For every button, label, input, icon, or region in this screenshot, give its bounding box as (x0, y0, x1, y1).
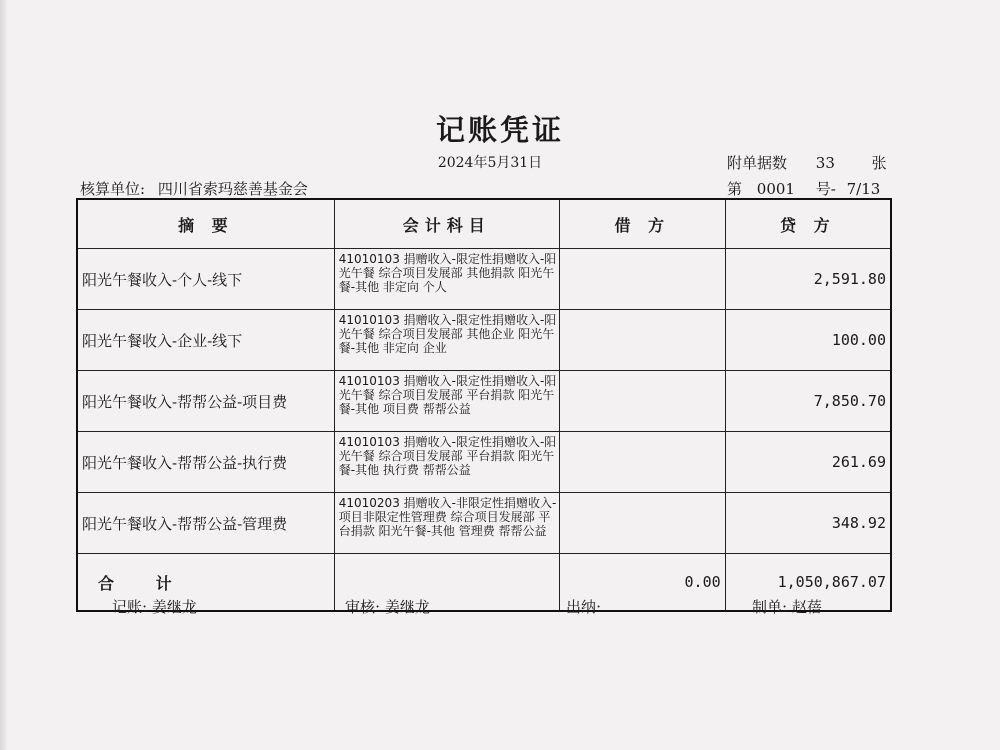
voucher-date: 2024年5月31日 (437, 155, 543, 171)
row-subject: 41010103 捐赠收入-限定性捐赠收入-阳光午餐 综合项目发展部 其他企业 阳光午餐-其他 非定向 企业 (334, 310, 559, 371)
row-debit (559, 310, 725, 371)
row-credit: 7,850.70 (725, 371, 891, 432)
voucher-suffix: 号- (815, 180, 836, 198)
table-row (77, 432, 891, 493)
row-summary: 阳光午餐收入-帮帮公益-项目费 (77, 371, 334, 432)
row-subject: 41010203 捐赠收入-非限定性捐赠收入-项目非限定性管理费 综合项目发展部 平台捐款 阳光午餐-其他 管理费 帮帮公益 (334, 493, 559, 554)
row-debit (559, 432, 725, 493)
row-subject: 41010103 捐赠收入-限定性捐赠收入-阳光午餐 综合项目发展部 平台捐款 阳光午餐-其他 执行费 帮帮公益 (334, 432, 559, 493)
voucher-title: 记账凭证 (435, 113, 564, 147)
table-row (77, 249, 891, 310)
voucher-prefix: 第 (727, 180, 743, 198)
table-row (77, 310, 891, 371)
row-credit: 261.69 (725, 432, 891, 493)
voucher-page: 7/13 (846, 180, 881, 198)
row-summary: 阳光午餐收入-企业-线下 (77, 310, 334, 371)
row-credit: 348.92 (725, 493, 891, 554)
row-debit (559, 249, 725, 310)
voucher-number (727, 178, 880, 199)
row-debit (559, 493, 725, 554)
header-credit: 贷 方 (725, 199, 891, 249)
row-summary: 阳光午餐收入-帮帮公益-管理费 (77, 493, 334, 554)
row-summary: 阳光午餐收入-帮帮公益-执行费 (77, 432, 334, 493)
attachment-label: 附单据数 (727, 154, 788, 172)
row-subject: 41010103 捐赠收入-限定性捐赠收入-阳光午餐 综合项目发展部 平台捐款 阳光午餐-其他 项目费 帮帮公益 (334, 371, 559, 432)
table-row (77, 371, 891, 432)
footer-cashier: 出纳: (566, 598, 602, 616)
attachment-number: 33 (815, 154, 835, 172)
table-header-row (77, 199, 891, 249)
header-summary: 摘 要 (77, 199, 334, 249)
row-subject: 41010103 捐赠收入-限定性捐赠收入-阳光午餐 综合项目发展部 其他捐款 阳光午餐-其他 非定向 个人 (334, 249, 559, 310)
footer-preparer: 制单: 赵蓓 (752, 598, 822, 616)
header-debit: 借 方 (559, 199, 725, 249)
row-debit (559, 371, 725, 432)
accounting-unit (80, 178, 308, 199)
row-credit: 2,591.80 (725, 249, 891, 310)
row-credit: 100.00 (725, 310, 891, 371)
total-debit: 0.00 (559, 554, 725, 612)
footer-reviewer: 审核: 姜继龙 (345, 598, 430, 616)
total-credit: 1,050,867.07 (725, 554, 891, 612)
unit-name: 四川省索玛慈善基金会 (157, 180, 308, 198)
footer-bookkeeper: 记账: 姜继龙 (112, 598, 197, 616)
attachment-unit: 张 (871, 154, 887, 172)
row-summary: 阳光午餐收入-个人-线下 (77, 249, 334, 310)
total-label: 合 计 (77, 554, 334, 612)
unit-label: 核算单位: (80, 180, 146, 198)
attachment-count (727, 152, 887, 173)
voucher-number-value: 0001 (756, 180, 795, 198)
voucher-table (76, 198, 892, 612)
table-row (77, 493, 891, 554)
header-subject: 会计科目 (334, 199, 559, 249)
